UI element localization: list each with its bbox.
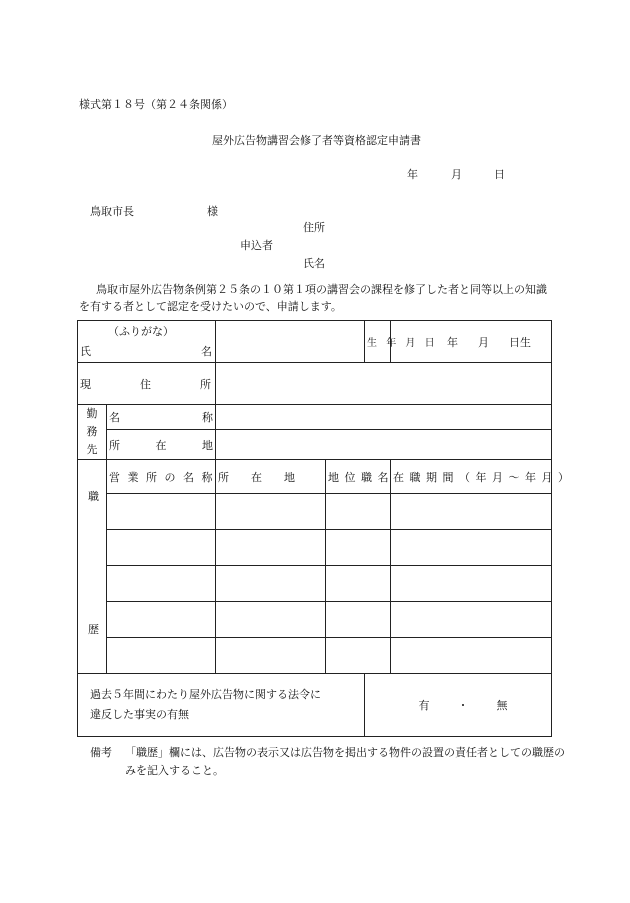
violation-separator: ・: [457, 699, 469, 712]
workplace-location-value[interactable]: [216, 430, 552, 460]
address-label-3: 所: [200, 377, 211, 391]
workplace-name-label-2: 称: [202, 411, 214, 425]
career-header-period: 在 職 期 間 （ 年 月 ～ 年 月 ）: [391, 460, 552, 494]
workplace-label-3: 先: [86, 443, 98, 456]
workplace-label-1: 勤: [86, 407, 98, 420]
career-header-position: 地 位 職 名: [326, 460, 391, 494]
addressee-name: 鳥取市長: [90, 205, 134, 218]
career-office-cell[interactable]: [107, 566, 216, 602]
violation-question-line-1: 過去５年間にわたり屋外広告物に関する法令に: [90, 688, 321, 701]
career-position-cell[interactable]: [326, 494, 391, 530]
application-table: [77, 320, 571, 737]
workplace-label-cell: [78, 405, 107, 460]
date-year-label: 年: [407, 168, 418, 181]
career-position-cell[interactable]: [326, 602, 391, 638]
address-label-cell: [78, 363, 216, 405]
statement-line-2: を有する者として認定を受けたいので、申請します。: [79, 300, 342, 313]
workplace-label-2: 務: [86, 425, 98, 438]
address-label-1: 現: [80, 377, 91, 391]
name-label-cell: [78, 321, 216, 363]
career-period-cell[interactable]: [391, 638, 552, 674]
career-office-cell[interactable]: [107, 602, 216, 638]
violation-answer-cell[interactable]: [365, 674, 552, 737]
workplace-location-label-3: 地: [202, 438, 213, 452]
violation-question-line-2: 違反した事実の有無: [90, 708, 189, 721]
career-row: [78, 602, 552, 638]
statement-line-1: 鳥取市屋外広告物条例第２５条の１０第１項の講習会の課程を修了した者と同等以上の知識: [96, 283, 547, 296]
applicant-name-label: 氏名: [303, 257, 325, 270]
career-location-cell[interactable]: [216, 566, 326, 602]
name-label-2: 名: [201, 345, 213, 358]
career-label-1: 職: [88, 490, 99, 503]
address-value-cell[interactable]: [216, 363, 552, 405]
furigana-label: （ふりがな）: [108, 325, 174, 338]
career-position-cell[interactable]: [326, 566, 391, 602]
remarks-line-1: 「職歴」欄には、広告物の表示又は広告物を掲出する物件の設置の責任者としての職歴の: [125, 746, 565, 759]
form-number: 様式第１８号（第２４条関係）: [79, 98, 233, 111]
date-month-label: 月: [451, 168, 462, 181]
violation-question-cell: [78, 674, 365, 737]
career-office-cell[interactable]: [107, 494, 216, 530]
career-location-cell[interactable]: [216, 602, 326, 638]
remarks-line-2: みを記入すること。: [125, 764, 224, 777]
career-period-cell[interactable]: [391, 530, 552, 566]
career-header-location: 所 在 地: [216, 460, 326, 494]
birth-month-label: 月: [478, 335, 490, 349]
workplace-name-value[interactable]: [216, 405, 552, 430]
violation-yes-option[interactable]: 有: [418, 699, 430, 712]
career-header-office: 営 業 所 の 名 称: [107, 460, 216, 494]
birth-day-label: 日生: [509, 335, 532, 349]
career-row: [78, 530, 552, 566]
workplace-name-label-1: 名: [109, 411, 120, 425]
career-label-cell: [78, 460, 107, 674]
career-position-cell[interactable]: [326, 530, 391, 566]
workplace-location-label: [107, 430, 216, 460]
form-title: 屋外広告物講習会修了者等資格認定申請書: [212, 134, 421, 147]
birth-year-label: 年: [447, 335, 459, 349]
career-period-cell[interactable]: [391, 494, 552, 530]
career-row: [78, 494, 552, 530]
career-office-cell[interactable]: [107, 530, 216, 566]
applicant-label: 申込者: [240, 239, 273, 252]
career-position-cell[interactable]: [326, 638, 391, 674]
birth-date-label: 生 年 月 日: [365, 321, 391, 363]
applicant-address-label: 住所: [303, 221, 325, 234]
career-location-cell[interactable]: [216, 494, 326, 530]
career-label-2: 歴: [88, 623, 99, 636]
name-value-cell[interactable]: [216, 321, 365, 363]
remarks-label: 備考: [90, 746, 112, 759]
name-label-1: 氏: [80, 345, 91, 358]
workplace-location-label-1: 所: [109, 438, 120, 452]
career-period-cell[interactable]: [391, 566, 552, 602]
date-day-label: 日: [494, 168, 505, 181]
career-row: [78, 638, 552, 674]
career-location-cell[interactable]: [216, 638, 326, 674]
address-label-2: 住: [140, 377, 151, 391]
career-row: [78, 566, 552, 602]
career-location-cell[interactable]: [216, 530, 326, 566]
addressee-honorific: 様: [207, 205, 218, 218]
workplace-location-label-2: 在: [155, 438, 167, 452]
workplace-name-label: [107, 405, 216, 430]
career-office-cell[interactable]: [107, 638, 216, 674]
violation-no-option[interactable]: 無: [496, 699, 508, 712]
career-period-cell[interactable]: [391, 602, 552, 638]
